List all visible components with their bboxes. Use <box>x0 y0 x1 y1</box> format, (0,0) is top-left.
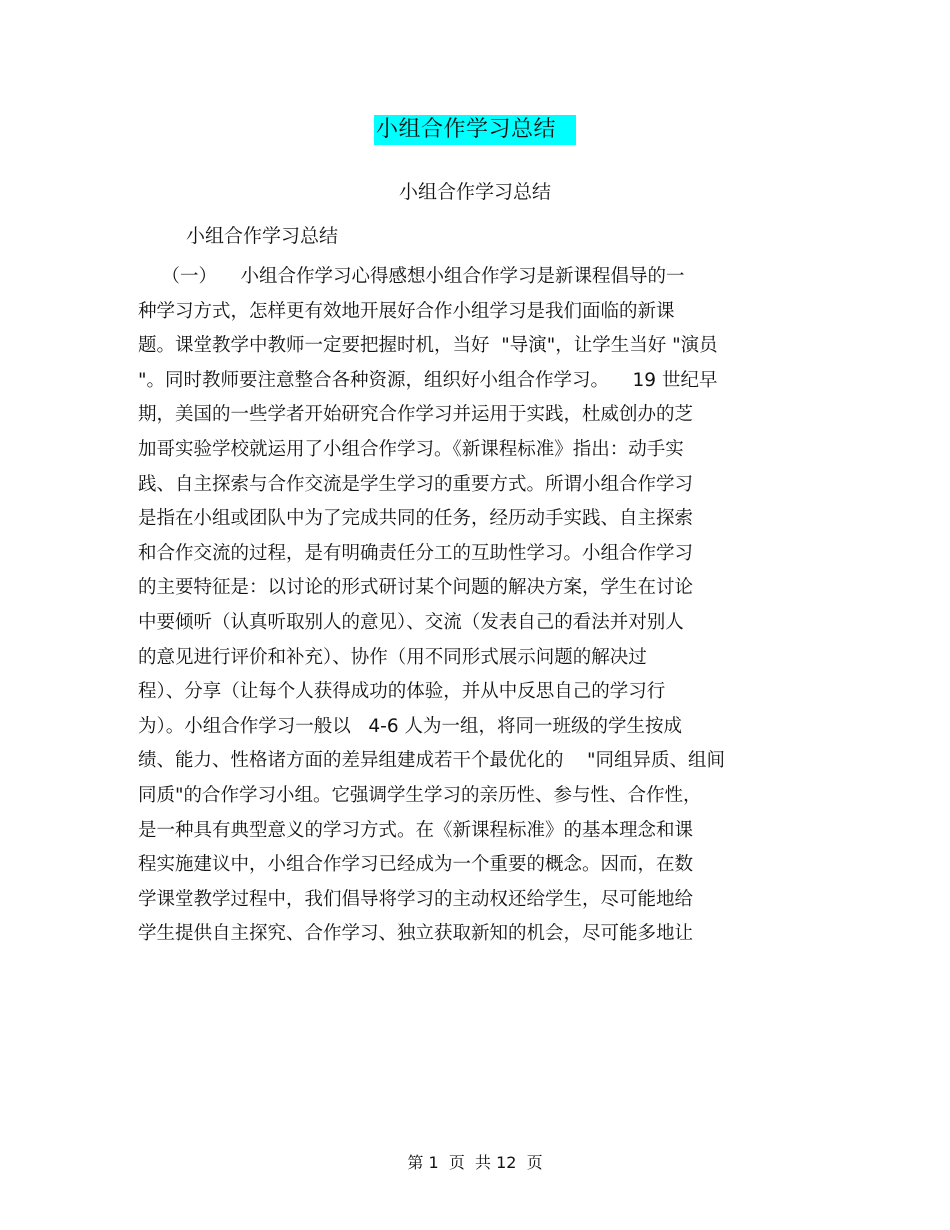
text-line: 中要倾听（认真听取别人的意见）、交流（发表自己的看法并对别人 <box>138 611 684 633</box>
text-line: 绩、能力、性格诸方面的差异组建成若干个最优化的 "同组异质、组间 <box>138 750 726 772</box>
document-subtitle: 小组合作学习总结 <box>398 181 551 203</box>
text-line: 为）。小组合作学习一般以 4-6 人为一组，将同一班级的学生按成 <box>138 715 682 737</box>
text-line: 是指在小组或团队中为了完成共同的任务，经历动手实践、自主探索 <box>138 508 694 530</box>
text-line: 是一种具有典型意义的学习方式。在《新课程标准》的基本理念和课 <box>138 819 694 841</box>
text-line: 程）、分享（让每个人获得成功的体验，并从中反思自己的学习行 <box>138 681 666 703</box>
title-container <box>0 115 950 145</box>
page-footer: 第 1 页 共 12 页 <box>407 1153 543 1172</box>
text-line: 学课堂教学过程中，我们倡导将学习的主动权还给学生，尽可能地给 <box>138 888 694 910</box>
text-line: 期，美国的一些学者开始研究合作学习并运用于实践，杜威创办的芝 <box>138 404 694 426</box>
text-line: 学生提供自主探究、合作学习、独立获取新知的机会，尽可能多地让 <box>138 923 694 945</box>
text-line: 的主要特征是：以讨论的形式研讨某个问题的解决方案，学生在讨论 <box>138 577 694 599</box>
text-line: "。同时教师要注意整合各种资源，组织好小组合作学习。 19 世纪早 <box>138 369 718 391</box>
section-heading: 小组合作学习总结 <box>186 225 339 247</box>
body-text <box>138 263 818 955</box>
text-line: （一） 小组合作学习心得感想小组合作学习是新课程倡导的一 <box>138 266 685 287</box>
text-line: 程实施建议中，小组合作学习已经成为一个重要的概念。因而，在数 <box>138 854 694 876</box>
text-line: 的意见进行评价和补充）、协作（用不同形式展示问题的解决过 <box>138 646 647 668</box>
text-line: 践、自主探索与合作交流是学生学习的重要方式。所谓小组合作学习 <box>138 473 694 495</box>
text-line: 同质"的合作学习小组。它强调学生学习的亲历性、参与性、合作性， <box>138 784 702 806</box>
text-line: 加哥实验学校就运用了小组合作学习。《新课程标准》指出：动手实 <box>138 438 684 460</box>
text-line: 题。课堂教学中教师一定要把握时机，当好 "导演"，让学生当好 "演员 <box>138 335 718 357</box>
text-line: 种学习方式，怎样更有效地开展好合作小组学习是我们面临的新课 <box>138 300 675 322</box>
document-title: 小组合作学习总结 <box>374 115 576 145</box>
text-line: 和合作交流的过程，是有明确责任分工的互助性学习。小组合作学习 <box>138 542 694 564</box>
